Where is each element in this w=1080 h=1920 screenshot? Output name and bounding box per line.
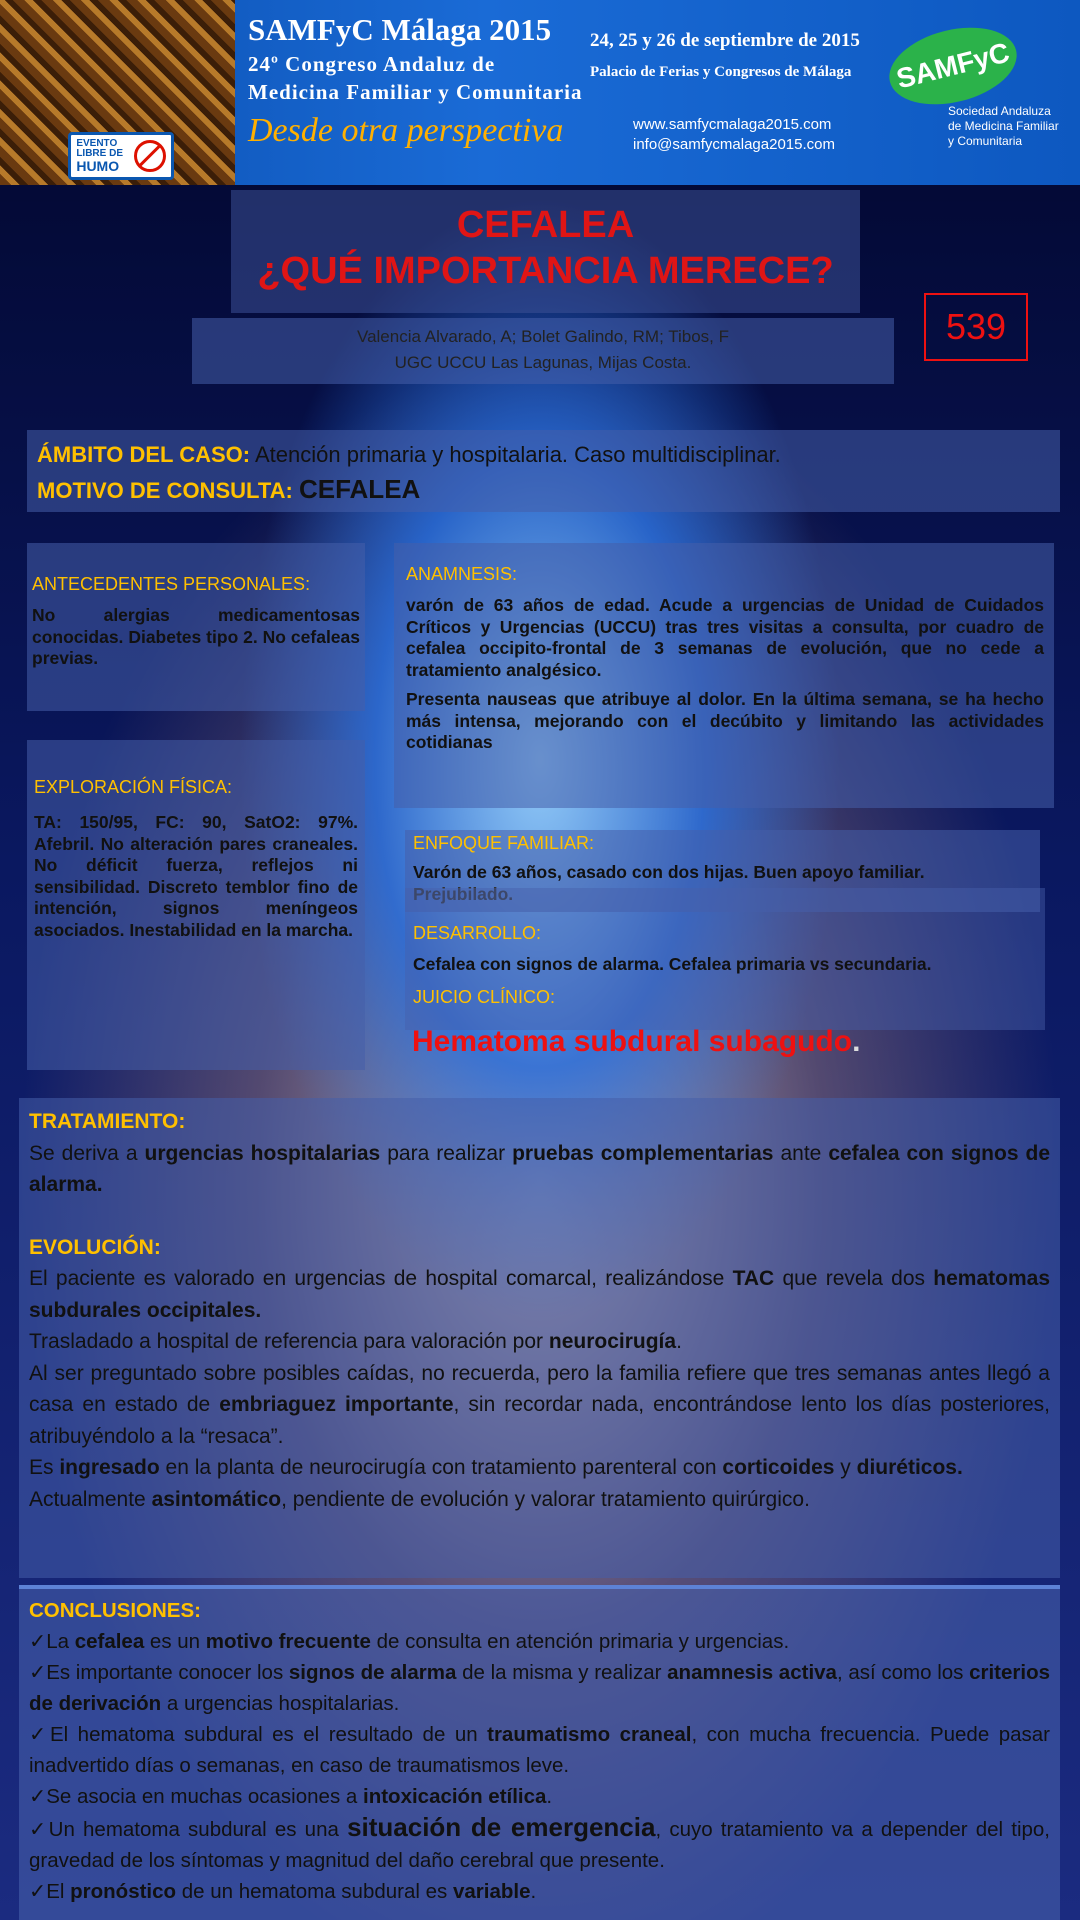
motivo-text: CEFALEA [298,474,421,504]
c1a: La [46,1630,75,1653]
ev-p4d: corticoides [722,1456,835,1479]
antecedentes-label: ANTECEDENTES PERSONALES: [32,574,311,594]
familiar-text: Varón de 63 años, casado con dos hijas. Buen apoyo familiar. [413,862,925,882]
c3c: , con mucha frecuencia. Puede pasar inadvertido días o semanas, en caso de traumatismos leve. [29,1723,1050,1777]
ev-p3b: embriaguez importante [219,1393,454,1416]
nosmoke-line2: LIBRE DE [76,148,123,159]
evolucion-p1 [29,1263,1050,1326]
logo-caption-1: Sociedad Andaluza [948,104,1051,118]
evolucion-p5 [29,1484,1050,1516]
congress-subtitle-2: Medicina Familiar y Comunitaria [248,80,583,104]
anamnesis-p2: Presenta nauseas que atribuye al dolor. En la última semana, se ha hecho más intensa, mejorando con el decúbito y limitando las actividades cotidianas [406,689,1044,752]
congress-tagline: Desde otra perspectiva [248,112,564,149]
evolucion-p2 [29,1326,1050,1358]
no-smoking-icon [134,140,166,172]
exploracion-label: EXPLORACIÓN FÍSICA: [34,777,233,797]
anamnesis-p1: varón de 63 años de edad. Acude a urgencias de Unidad de Cuidados Críticos y Urgencias (UCCU) tras tres visitas a consulta, por cuadro de cefalea occipito-frontal de 3 semanas de evolución, que no cede a tratamiento analgésico. [406,595,1044,680]
conclusion-2 [29,1657,1050,1719]
check-icon: ✓ [29,1630,47,1653]
conclusion-1 [29,1626,1050,1657]
c5b: situación de emergencia [347,1812,656,1842]
juicio-label: JUICIO CLÍNICO: [413,986,556,1007]
evolucion-label: EVOLUCIÓN: [29,1235,161,1259]
c4b: intoxicación etílica [363,1785,547,1808]
familiar-text-2: Prejubilado. [413,883,514,904]
ambito-text: Atención primaria y hospitalaria. Caso multidisciplinar. [255,442,781,467]
c2b: signos de alarma [288,1661,457,1684]
ev-p5a: Actualmente [29,1487,152,1511]
poster-title-line2: ¿QUÉ IMPORTANCIA MERECE? [257,250,834,292]
c3a: El hematoma subdural es el resultado de un [49,1723,488,1746]
logo-text: SAMFyC [893,36,1013,95]
ev-p1a: El paciente es valorado en urgencias de hospital comarcal, realizándose [29,1267,733,1290]
motivo-label: MOTIVO DE CONSULTA: [37,478,293,503]
desarrollo-box [405,888,1045,1030]
ev-p4b: ingresado [59,1456,160,1479]
check-icon: ✓ [29,1818,49,1841]
desarrollo-text: Cefalea con signos de alarma. Cefalea primaria vs secundaria. [413,954,932,974]
tratamiento-t2: para realizar [380,1141,513,1165]
ev-p2b: neurocirugía [548,1330,677,1353]
c2a: Es importante conocer los [46,1661,289,1684]
ev-p3c: , sin recordar nada, encontrándose lento los días posteriores, atribuyéndolo a la “resaca”. [29,1393,1050,1448]
c6b: pronóstico [70,1880,177,1903]
affiliation: UGC UCCU Las Lagunas, Mijas Costa. [394,353,692,372]
familiar-label: ENFOQUE FAMILIAR: [413,833,595,853]
c5a: Un hematoma subdural es una [48,1818,348,1841]
congress-email[interactable]: info@samfycmalaga2015.com [633,136,835,153]
check-icon: ✓ [29,1880,47,1903]
c2g: a urgencias hospitalarias. [161,1692,400,1715]
c1d: motivo frecuente [205,1630,371,1653]
ev-p4e: y [834,1456,857,1479]
tratamiento-t3: ante [773,1141,829,1165]
conclusion-4 [29,1781,1050,1812]
treatment-box [19,1098,1060,1578]
desarrollo-label: DESARROLLO: [413,923,542,943]
exploracion-box [27,740,365,1070]
conclusions-box [19,1585,1060,1920]
conclusion-3 [29,1719,1050,1781]
ev-p2a: Trasladado a hospital de referencia para valoración por [29,1330,549,1353]
ev-p4a: Es [29,1456,60,1479]
c4a: Se asocia en muchas ocasiones a [46,1785,363,1808]
tratamiento-b1: urgencias hospitalarias [144,1141,381,1165]
poster-title-box [231,190,860,313]
ev-p2c: . [676,1330,682,1353]
logo-caption-2: de Medicina Familiar [948,119,1059,133]
ev-p1d: hematomas subdurales occipitales. [29,1267,1051,1322]
congress-header [0,0,1080,185]
c6a: El [46,1880,71,1903]
authors: Valencia Alvarado, A; Bolet Galindo, RM; Tibos, F [357,327,729,346]
ev-p3a: Al ser preguntado sobre posibles caídas, no recuerda, pero la familia refiere que tres semanas antes llegó a casa en estado de [29,1361,1050,1416]
c1e: de consulta en atención primaria y urgencias. [370,1630,790,1653]
congress-dates: 24, 25 y 26 de septiembre de 2015 [590,30,860,51]
c6d: variable [452,1880,531,1903]
congress-title: SAMFyC Málaga 2015 [248,12,552,47]
c2e: , así como los [836,1661,970,1684]
check-icon: ✓ [29,1723,50,1746]
ev-p4c: en la planta de neurocirugía con tratamiento parenteral con [159,1456,723,1479]
tratamiento-b3: cefalea con signos de alarma. [29,1141,1051,1196]
check-icon: ✓ [29,1661,47,1684]
congress-website[interactable]: www.samfycmalaga2015.com [633,116,832,133]
conclusiones-label: CONCLUSIONES: [29,1599,201,1622]
antecedentes-box [27,543,365,711]
samfyc-logo [881,15,1025,116]
c3b: traumatismo craneal [487,1723,692,1746]
logo-caption [948,104,1059,149]
check-icon: ✓ [29,1785,47,1808]
spacer [29,1201,1050,1232]
ev-p1b: TAC [732,1267,775,1290]
evolucion-p3 [29,1358,1050,1453]
nosmoke-line1: EVENTO [76,138,118,149]
antecedentes-text: No alergias medicamentosas conocidas. Diabetes tipo 2. No cefaleas previas. [32,605,360,668]
scope-box [27,430,1060,512]
poster-title-line1: CEFALEA [456,204,635,246]
logo-caption-3: y Comunitaria [948,134,1023,148]
c1b: cefalea [74,1630,145,1653]
anamnesis-label: ANAMNESIS: [406,564,518,584]
evolucion-p4 [29,1452,1050,1484]
nosmoke-line3: HUMO [76,158,120,174]
c4c: . [546,1785,553,1808]
c6c: de un hematoma subdural es [176,1880,453,1903]
conclusion-5 [29,1812,1050,1876]
tratamiento-label: TRATAMIENTO: [29,1110,186,1133]
ev-p1c: que revela dos [774,1267,934,1290]
ev-p5b: asintomático [151,1487,282,1511]
juicio-diagnosis: Hematoma subdural subagudo [412,1025,853,1058]
exploracion-text: TA: 150/95, FC: 90, SatO2: 97%. Afebril. No alteración pares craneales. No déficit fuerza, reflejos ni sensibilidad. Discreto temblor fino de intención, signos meníngeos asociados. Inestabilidad en la marcha. [34,812,358,940]
tratamiento-b2: pruebas complementarias [512,1141,774,1165]
ev-p4f: diuréticos. [856,1456,963,1479]
poster-number: 539 [924,293,1028,361]
tratamiento-text [29,1138,1050,1201]
authors-box [192,318,894,384]
conclusion-6 [29,1876,1050,1907]
c5c: , cuyo tratamiento va a depender del tipo, gravedad de los síntomas y magnitud del daño cerebral que presente. [29,1818,1050,1872]
anamnesis-box [394,543,1054,808]
congress-subtitle-1: 24º Congreso Andaluz de [248,52,496,76]
c2d: anamnesis activa [667,1661,837,1684]
c2f: criterios de derivación [29,1661,1051,1715]
congress-venue: Palacio de Ferias y Congresos de Málaga [590,64,852,80]
c1c: es un [144,1630,206,1653]
tratamiento-t1: Se deriva a [29,1141,145,1165]
smoke-free-badge [68,132,174,180]
ambito-label: ÁMBITO DEL CASO: [37,442,251,467]
ev-p5c: , pendiente de evolución y valorar tratamiento quirúrgico. [281,1487,810,1511]
c6e: . [530,1880,537,1903]
c2c: de la misma y realizar [456,1661,668,1684]
juicio-clinico-text: Hematoma subdural subagudo. [412,1025,861,1058]
